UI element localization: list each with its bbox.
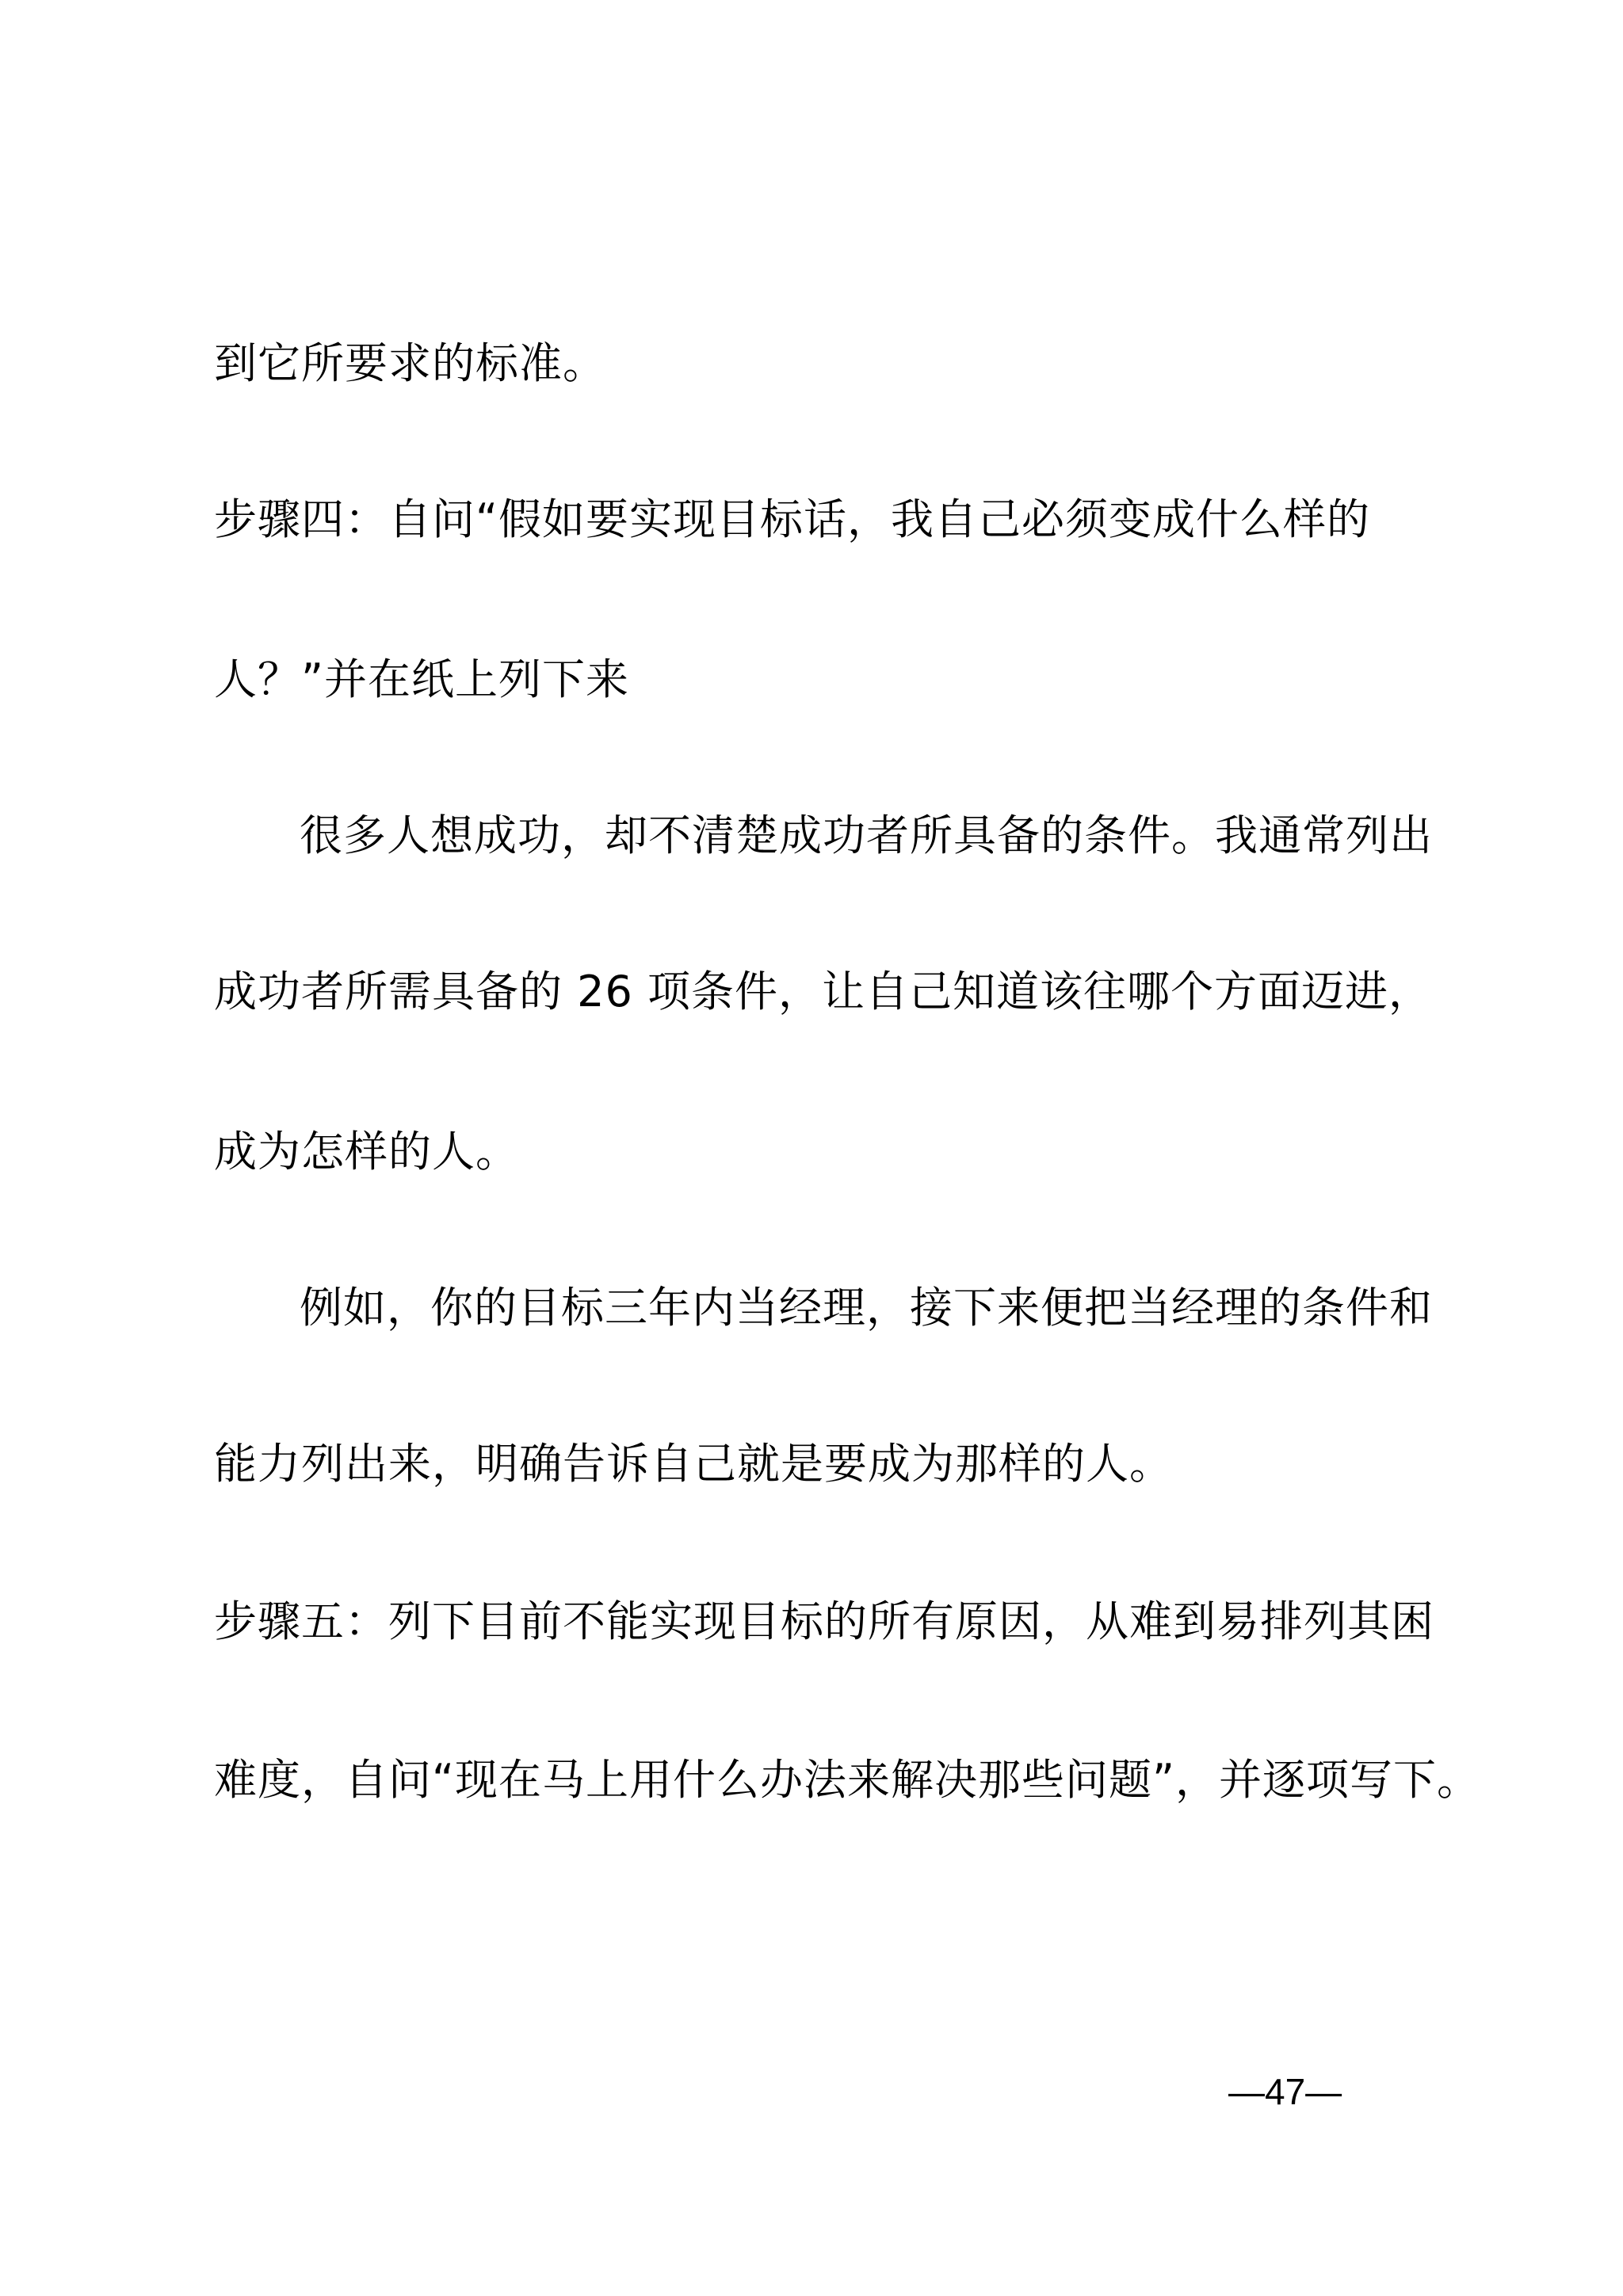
paragraph-success-line-2: 成功者所需具备的 26 项条件，让自己知道该往哪个方面迈进， [214, 967, 1433, 1016]
step-four-heading-line-2: 人？”并在纸上列下来 [214, 654, 629, 704]
paragraph-success-line-3: 成为怎样的人。 [214, 1127, 519, 1177]
paragraph-success-line-1: 很多人想成功，却不清楚成功者所具备的条件。我通常列出 [300, 810, 1433, 860]
step-four-heading-line-1: 步骤四：自问“假如要实现目标话，我自己必须变成什么样的 [214, 494, 1370, 544]
paragraph-example-line-2: 能力列出来，明确告诉自己就是要成为那样的人。 [214, 1439, 1173, 1489]
step-five-heading-line-2: 难度，自问“现在马上用什么办法来解决那些问题”，并逐项写下。 [214, 1755, 1480, 1805]
text-line-1: 到它所要求的标准。 [214, 338, 606, 388]
step-five-heading-line-1: 步骤五：列下目前不能实现目标的所有原因，从难到易排列其困 [214, 1596, 1434, 1646]
page-number: —47— [1228, 2071, 1342, 2112]
paragraph-example-line-1: 例如，你的目标三年内当经理，接下来便把当经理的条件和 [300, 1283, 1433, 1333]
